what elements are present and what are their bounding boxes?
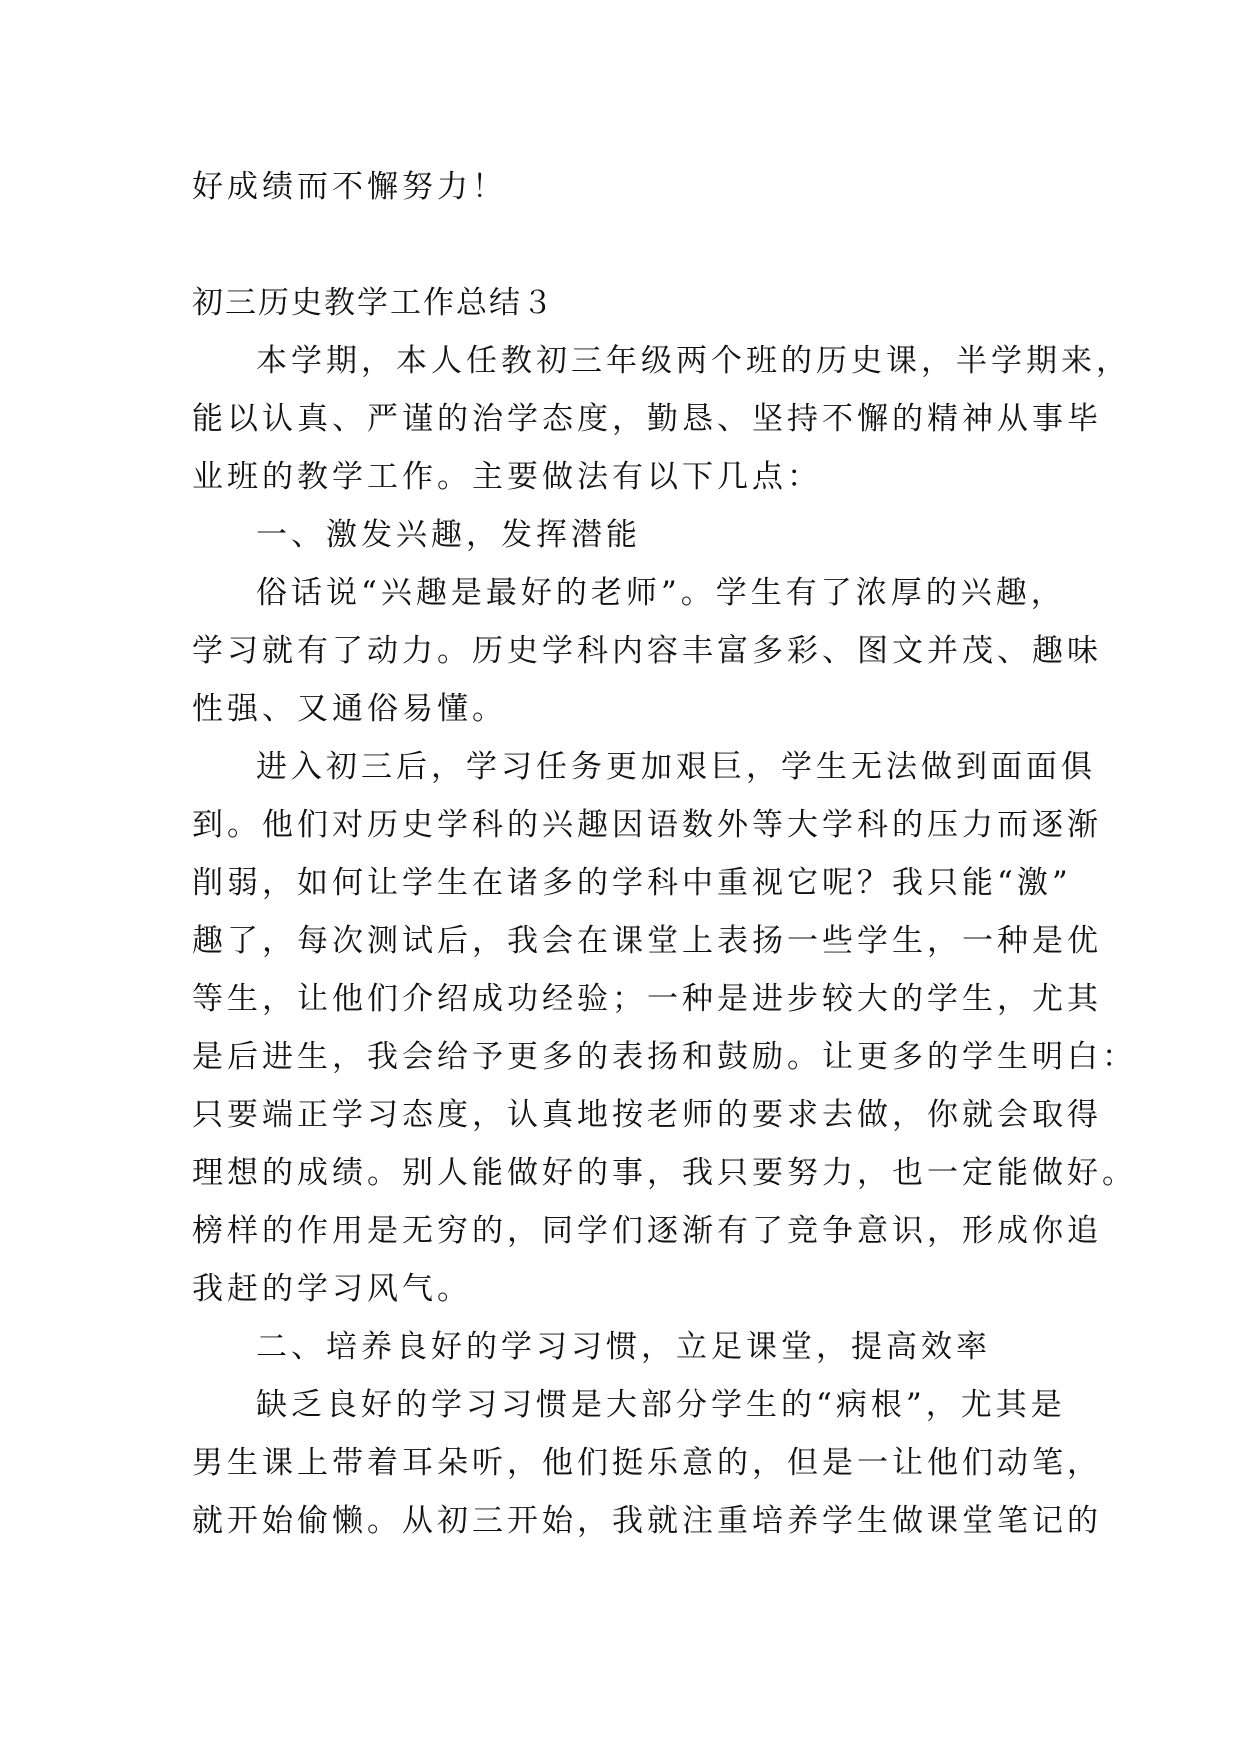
intro-line-3: 业班的教学工作。主要做法有以下几点： (192, 459, 822, 495)
section2-para1-line-1: 缺乏良好的学习习惯是大部分学生的“病根”，尤其是 (256, 1387, 1066, 1423)
section1-para2-line-2: 到。他们对历史学科的兴趣因语数外等大学科的压力而逐渐 (192, 807, 1102, 843)
section1-para2-line-9: 榜样的作用是无穷的，同学们逐渐有了竞争意识，形成你追 (192, 1213, 1102, 1249)
section1-para1-line-3: 性强、又通俗易懂。 (192, 691, 507, 727)
section1-para2-line-6: 是后进生，我会给予更多的表扬和鼓励。让更多的学生明白： (192, 1039, 1137, 1075)
intro-line-1: 本学期，本人任教初三年级两个班的历史课，半学期来， (256, 343, 1131, 379)
document-title: 初三历史教学工作总结３ (192, 285, 555, 321)
section1-para2-line-7: 只要端正学习态度，认真地按老师的要求去做，你就会取得 (192, 1097, 1102, 1133)
section1-heading: 一、激发兴趣，发挥潜能 (256, 517, 641, 553)
section1-para2-line-10: 我赶的学习风气。 (192, 1271, 472, 1307)
document-body (192, 158, 1137, 1550)
section1-para2-line-5: 等生，让他们介绍成功经验；一种是进步较大的学生，尤其 (192, 981, 1102, 1017)
section1-para1-line-2: 学习就有了动力。历史学科内容丰富多彩、图文并茂、趣味 (192, 633, 1102, 669)
section1-para2-line-3: 削弱，如何让学生在诸多的学科中重视它呢？我只能“激” (192, 865, 1072, 901)
opening-line: 好成绩而不懈努力！ (192, 169, 507, 205)
section1-para2-line-8: 理想的成绩。别人能做好的事，我只要努力，也一定能做好。 (192, 1155, 1137, 1191)
intro-line-2: 能以认真、严谨的治学态度，勤恳、坚持不懈的精神从事毕 (192, 401, 1102, 437)
section1-para1-line-1: 俗话说“兴趣是最好的老师”。学生有了浓厚的兴趣， (256, 575, 1066, 611)
section2-para1-line-3: 就开始偷懒。从初三开始，我就注重培养学生做课堂笔记的 (192, 1503, 1102, 1539)
blank-line (192, 216, 1062, 274)
section2-para1-line-2: 男生课上带着耳朵听，他们挺乐意的，但是一让他们动笔， (192, 1445, 1102, 1481)
section2-heading: 二、培养良好的学习习惯，立足课堂，提高效率 (256, 1329, 991, 1365)
section1-para2-line-1: 进入初三后，学习任务更加艰巨，学生无法做到面面俱 (256, 749, 1096, 785)
section1-para2-line-4: 趣了，每次测试后，我会在课堂上表扬一些学生，一种是优 (192, 923, 1102, 959)
